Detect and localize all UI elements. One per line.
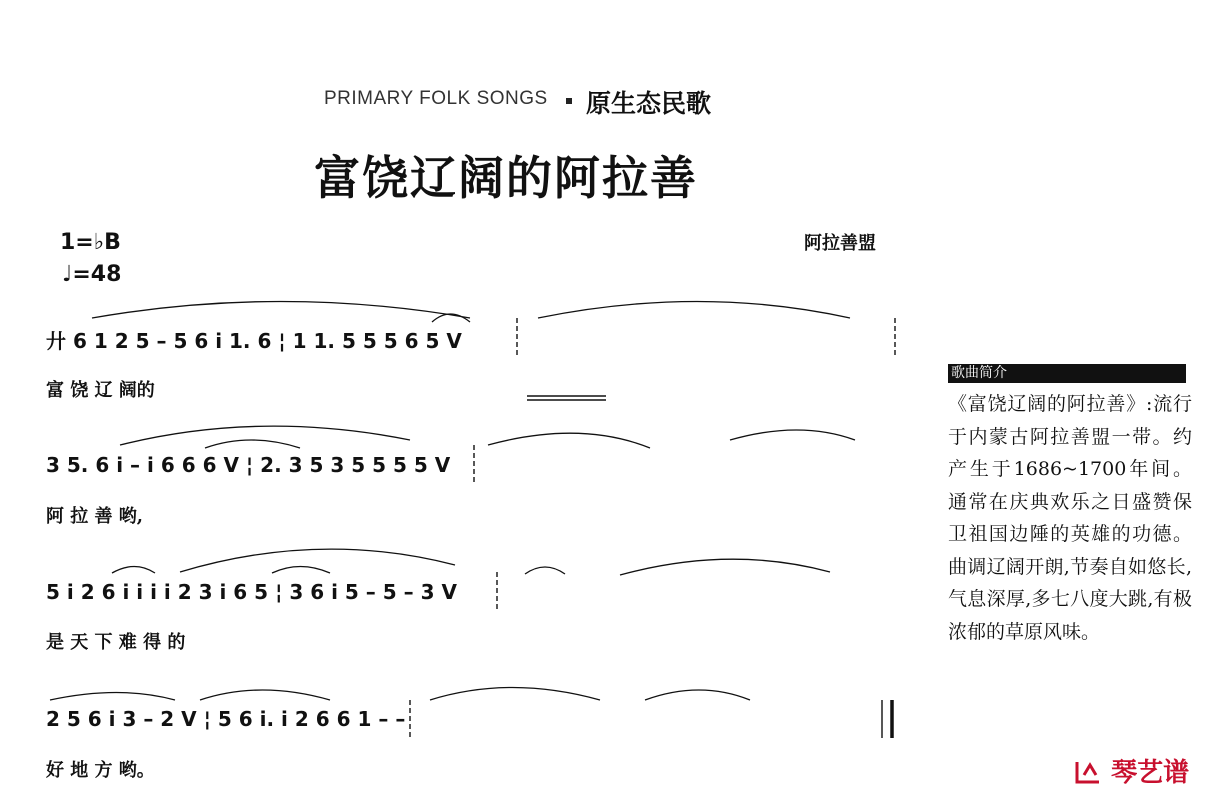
lyric-line-1: 富 饶 辽 阔的 — [46, 380, 155, 401]
lyric-line-4: 好 地 方 哟。 — [46, 760, 155, 781]
intro-heading: 歌曲简介 — [948, 364, 1186, 383]
key-signature: 1=♭B — [60, 230, 121, 255]
notation-line-2: 3 5. 6 i – i 6 6 6 V ¦ 2. 3 5 3 5 5 5 5 V — [46, 453, 451, 477]
lyric-line-3: 是 天 下 难 得 的 — [46, 632, 186, 653]
series-english: PRIMARY FOLK SONGS — [324, 88, 548, 109]
series-chinese: 原生态民歌 — [586, 89, 712, 118]
song-title: 富饶辽阔的阿拉善 — [314, 151, 698, 205]
notation-line-3: 5 i 2 6 i i i i 2 3 i 6 5 ¦ 3 6 i 5 – 5 – 3 V — [46, 580, 457, 604]
brand-mark-icon — [1074, 759, 1102, 785]
tempo-marking: ♩=48 — [62, 262, 122, 287]
lyric-line-2: 阿 拉 善 哟, — [46, 506, 144, 527]
notation-line-4: 2 5 6 i 3 – 2 V ¦ 5 6 i. i 2 6 6 1 – – — [46, 707, 406, 731]
song-origin: 阿拉善盟 — [804, 233, 876, 254]
brand-logo-text: 琴艺谱 — [1111, 758, 1190, 788]
brand-logo — [1074, 752, 1189, 789]
notation-line-1: 廾 6 1 2 5 – 5 6 i 1. 6 ¦ 1 1. 5 5 5 6 5 V — [46, 329, 462, 353]
intro-text: 《富饶辽阔的阿拉善》:流行于内蒙古阿拉善盟一带。约产生于1686~1700年间。通常在庆典欢乐之日盛赞保卫祖国边陲的英雄的功德。曲调辽阔开朗,节奏自如悠长,气息深厚,多七八度大跳,有极浓郁的草原风味。 — [948, 393, 1192, 643]
